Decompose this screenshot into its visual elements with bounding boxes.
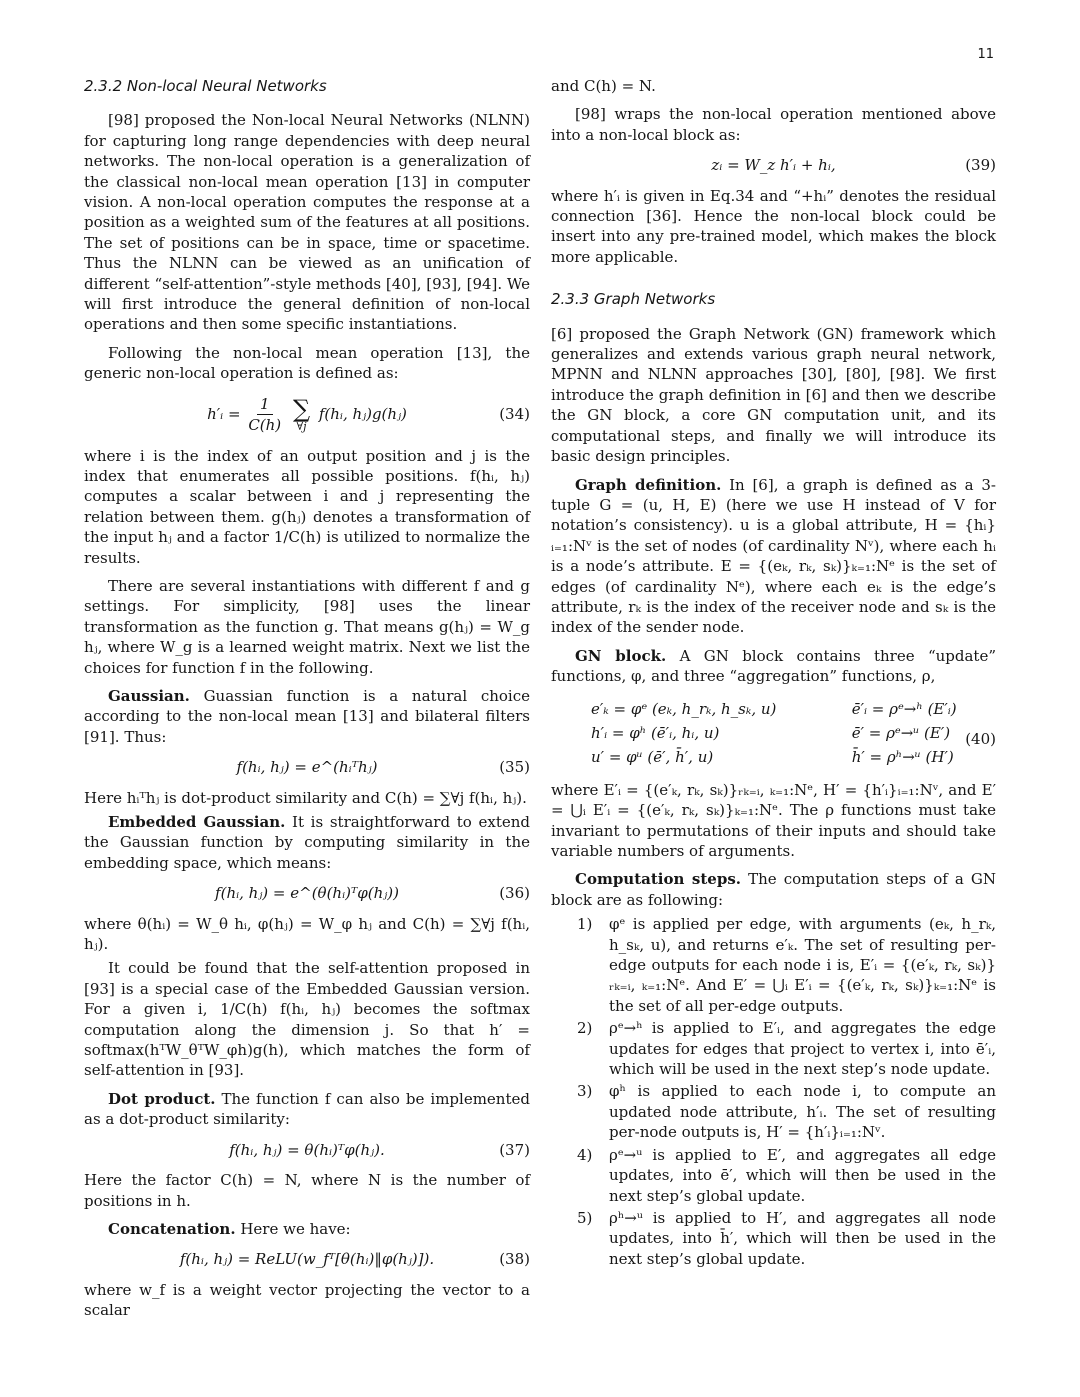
run-in-heading: GN block. — [575, 646, 667, 665]
run-in-heading: Embedded Gaussian. — [108, 813, 286, 831]
equation-body: f(hᵢ, hⱼ) = e^(hᵢᵀhⱼ) — [236, 758, 378, 777]
equation-cell: u′ = φᵘ (ē′, h̄′, u) — [591, 748, 714, 767]
equation-38 — [84, 1249, 530, 1269]
page-number: 11 — [977, 47, 994, 62]
paragraph: where E′ᵢ = {(e′ₖ, rₖ, sₖ)}ᵣₖ₌ᵢ, ₖ₌₁:Nᵉ, H′ = {h′ᵢ}ᵢ₌₁:Nᵛ, and E′ = ⋃ᵢ E′ᵢ = {(e′ₖ, rₖ, sₖ)}ₖ₌₁:Nᵉ. The ρ functions must take invariant to permutations of their inputs and should take variable numbers of arguments. — [551, 780, 996, 860]
paragraph: where w_f is a weight vector projecting the vector to a scalar — [84, 1280, 530, 1320]
sum-symbol: ∑ ∀j — [292, 395, 311, 434]
steps-list — [551, 914, 996, 1269]
paragraph: where i is the index of an output position and j is the index that enumerates all possible positions. f(hᵢ, hⱼ) computes a scalar between i and j representing the relation between them. g(hⱼ) denotes a transformation of the input hⱼ and a factor 1/C(h) is utilized to normalize the results. — [84, 446, 530, 567]
run-in-heading: Computation steps. — [575, 870, 742, 889]
equation-number: (40) — [965, 729, 996, 748]
list-number: 4) — [577, 1145, 593, 1164]
equation-rhs: f(hᵢ, hⱼ)g(hⱼ) — [318, 404, 407, 423]
equation-cell: ē′ = ρᵉ→ᵘ (E′) — [851, 723, 951, 742]
equation-cell: e′ₖ = φᵉ (eₖ, h_rₖ, h_sₖ, u) — [591, 699, 777, 718]
equation-body: zᵢ = W_z h′ᵢ + hᵢ, — [711, 156, 836, 175]
equation-cell: ē′ᵢ = ρᵉ→ʰ (E′ᵢ) — [851, 699, 957, 718]
list-number: 2) — [577, 1019, 593, 1038]
equation-body: f(hᵢ, hⱼ) = θ(hᵢ)ᵀφ(hⱼ). — [229, 1140, 385, 1159]
paragraph: Following the non-local mean operation [13], the generic non-local operation is defined as: — [84, 343, 530, 383]
equation-40 — [551, 699, 996, 768]
list-text: ρᵉ→ʰ is applied to E′ᵢ, and aggregates the edge updates for edges that project to vertex i, into ē′ᵢ, which will be used in the next step’s node update. — [609, 1019, 996, 1079]
paragraph: Here hᵢᵀhⱼ is dot-product similarity and C(h) = ∑∀j f(hᵢ, hⱼ). — [84, 788, 527, 807]
paragraph-concatenation — [84, 1219, 530, 1239]
equation-37 — [84, 1140, 530, 1160]
list-text: ρᵉ→ᵘ is applied to E′, and aggregates all edge updates, into ē′, which will then be used in the next step’s global update. — [609, 1145, 996, 1205]
run-in-heading: Concatenation. — [108, 1219, 236, 1238]
equation-cell: h′ᵢ = φʰ (ē′ᵢ, hᵢ, u) — [591, 723, 720, 742]
paragraph: Here the factor C(h) = N, where N is the number of positions in h. — [84, 1171, 530, 1210]
list-number: 3) — [577, 1082, 593, 1101]
paragraph-text: The function f can also be implemented as a dot-product similarity: — [84, 1089, 530, 1129]
list-text: φᵉ is applied per edge, with arguments (eₖ, h_rₖ, h_sₖ, u), and returns e′ₖ. The set of resulting per-edge outputs for each node i is, E′ᵢ = {(e′ₖ, rₖ, sₖ)}ᵣₖ₌ᵢ, ₖ₌₁:Nᵉ. And E′ = ⋃ᵢ E′ᵢ = {(e′ₖ, rₖ, sₖ)}ₖ₌₁:Nᵉ is the set of all per-edge outputs. — [609, 915, 996, 1015]
paragraph: [6] proposed the Graph Network (GN) framework which generalizes and extends various graph neural network, MPNN and NLNN approaches [30], [80], [98]. We first introduce the graph definition in [6] and then we describe the GN block, a core GN computation unit, and its computational steps, and finally we will introduce its basic design principles. — [551, 324, 996, 466]
list-item — [551, 1081, 996, 1142]
left-column — [84, 76, 530, 1329]
right-column — [551, 76, 996, 1271]
list-text: φʰ is applied to each node i, to compute an updated node attribute, h′ᵢ. The set of resulting per-node outputs is, H′ = {h′ᵢ}ᵢ₌₁:Nᵛ. — [609, 1082, 996, 1142]
equation-body: f(hᵢ, hⱼ) = e^(θ(hᵢ)ᵀφ(hⱼ)) — [215, 884, 399, 903]
section-title-graph-networks: 2.3.3 Graph Networks — [551, 290, 716, 309]
fraction-numerator: 1 — [257, 394, 273, 415]
fraction — [248, 394, 281, 436]
paragraph-computation-steps — [551, 869, 996, 910]
list-number: 5) — [577, 1208, 593, 1227]
equation-39 — [551, 155, 996, 175]
paragraph-gn-block — [551, 646, 996, 687]
list-item — [551, 1018, 996, 1079]
list-item — [551, 1208, 996, 1269]
paragraph-dot-product — [84, 1089, 530, 1130]
paragraph-text: In [6], a graph is defined as a 3-tuple G = (u, H, E) (here we use H instead of V for notation’s consistency). u is a global attribute, H = {hᵢ}ᵢ₌₁:Nᵛ is the set of nodes (of cardinality Nᵛ), where each hᵢ is a node’s attribute. E = {(eₖ, rₖ, sₖ)}ₖ₌₁:Nᵉ is the set of edges (of cardinality Nᵉ), where each eₖ is the edge’s attribute, rₖ is the index of the receiver node and sₖ is the index of the sender node. — [551, 475, 996, 637]
equation-number: (37) — [499, 1140, 530, 1159]
paragraph: [98] wraps the non-local operation mentioned above into a non-local block as: — [551, 105, 996, 144]
paragraph: [98] proposed the Non-local Neural Networks (NLNN) for capturing long range dependencies with deep neural networks. The non-local operation is a generalization of the classical non-local mean operation [13] in computer vision. A non-local operation computes the response at a position as a weighted sum of the features at all positions. The set of positions can be in space, time or spacetime. Thus the NLNN can be viewed as an unification of different “self-attention”-style methods [40], [93], [94]. We will first introduce the general definition of non-local operations and then some specific instantiations. — [84, 111, 530, 334]
paragraph-graph-definition — [551, 475, 996, 638]
equation-35 — [84, 757, 530, 777]
paragraph-embedded-gaussian — [84, 812, 530, 873]
equation-number: (36) — [499, 884, 530, 903]
list-number: 1) — [577, 915, 593, 934]
paragraph-text: A GN block contains three “update” functions, φ, and three “aggregation” functions, ρ, — [551, 646, 996, 686]
paragraph: where θ(hᵢ) = W_θ hᵢ, φ(hⱼ) = W_φ hⱼ and C(h) = ∑∀j f(hᵢ, hⱼ). — [84, 914, 530, 954]
sum-subscript: ∀j — [296, 420, 307, 434]
equation-number: (39) — [965, 156, 996, 175]
run-in-heading: Graph definition. — [575, 475, 722, 494]
equation-36 — [84, 883, 530, 903]
run-in-heading: Dot product. — [108, 1089, 216, 1108]
paragraph-text: Guassian function is a natural choice according to the non-local mean [13] and bilateral filters [91]. Thus: — [84, 686, 530, 746]
section-title-non-local: 2.3.2 Non-local Neural Networks — [84, 77, 327, 95]
equation-number: (35) — [499, 758, 530, 777]
paragraph: where h′ᵢ is given in Eq.34 and “+hᵢ” denotes the residual connection [36]. Hence the non-local block could be insert into any pre-trained model, which makes the block more applicable. — [551, 186, 996, 266]
paragraph: There are several instantiations with different f and g settings. For simplicity, [98] uses the linear transformation as the function g. That means g(hⱼ) = W_g hⱼ, where W_g is a learned weight matrix. Next we list the choices for function f in the following. — [84, 576, 530, 677]
list-text: ρʰ→ᵘ is applied to H′, and aggregates all node updates, into h̄′, which will then be used in the next step’s global update. — [609, 1208, 996, 1268]
fraction-denominator: C(h) — [248, 416, 282, 435]
paragraph: and C(h) = N. — [551, 77, 656, 95]
equation-34 — [84, 394, 530, 436]
paragraph-gaussian — [84, 686, 530, 747]
list-item — [551, 914, 996, 1016]
equation-number: (38) — [499, 1250, 530, 1269]
equation-lhs: h′ᵢ = — [207, 404, 241, 423]
equation-grid — [591, 699, 996, 768]
paragraph: It could be found that the self-attention proposed in [93] is a special case of the Embedded Gaussian version. For a given i, 1/C(h) f(hᵢ, hⱼ) becomes the softmax computation along the dimension j. So that h′ = softmax(hᵀW_θᵀW_φh)g(h), which matches the form of self-attention in [93]. — [84, 959, 530, 1080]
paragraph-text: It is straightforward to extend the Gaussian function by computing similarity in the embedding space, which means: — [84, 813, 530, 872]
paragraph-text: The computation steps of a GN block are as following: — [551, 870, 996, 909]
run-in-heading: Gaussian. — [108, 686, 190, 705]
paragraph-text: Here we have: — [240, 1219, 351, 1238]
equation-number: (34) — [499, 405, 530, 424]
list-item — [551, 1145, 996, 1206]
equation-body: f(hᵢ, hⱼ) = ReLU(w_fᵀ[θ(hᵢ)‖φ(hⱼ)]). — [179, 1250, 435, 1269]
equation-cell: h̄′ = ρʰ→ᵘ (H′) — [851, 748, 954, 767]
